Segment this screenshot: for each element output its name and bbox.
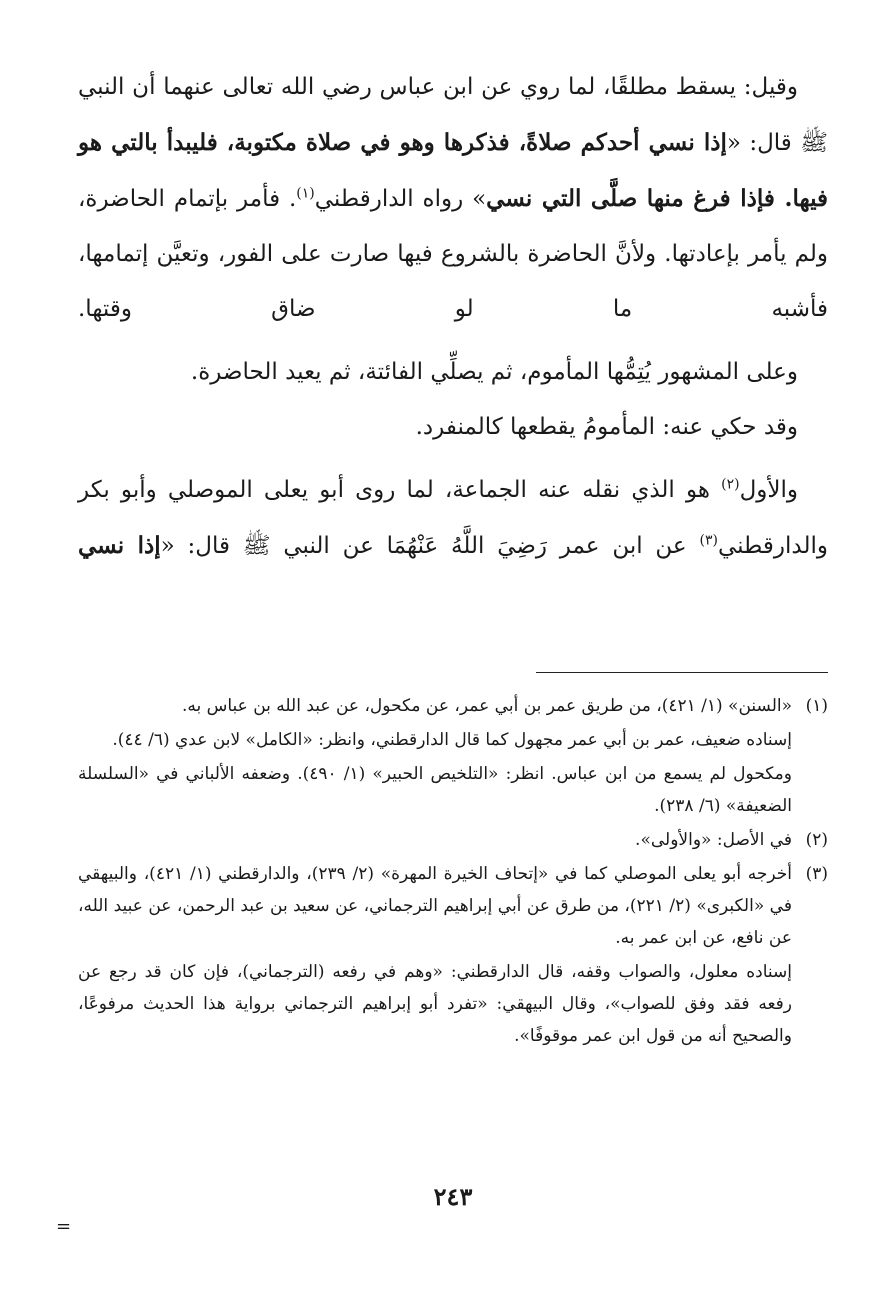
footnote-3: [78, 858, 828, 1054]
footnote-2: [78, 824, 828, 858]
footnote-para: إسناده معلول، والصواب وقفه، قال الدارقطني: «وهم في رفعه (الترجماني)، فإن كان قد رجع عن رفعه فقد وفق للصواب»، وقال البيهقي: «تفرد أبو إبراهيم الترجماني برواية هذا الحديث مرفوعًا، والصحيح أنه من قول ابن عمر موقوفًا».: [78, 962, 792, 1046]
p3-text: وقد حكي عنه: المأمومُ يقطعها كالمنفرد.: [415, 414, 798, 440]
paragraph-3: [78, 400, 828, 455]
footnote-para: أخرجه أبو يعلى الموصلي كما في «إتحاف الخيرة المهرة» (٢/ ٢٣٩)، والدارقطني (١/ ٤٢١)، والبيهقي في «الكبرى» (٢/ ٢٢١)، من طرق عن أبي إبراهيم الترجماني، عن سعيد بن عبد الرحمن، عن عبيد الله، عن نافع، عن ابن عمر به.: [78, 864, 792, 948]
footnote-para: «السنن» (١/ ٤٢١)، من طريق عمر بن أبي عمر، عن مكحول، عن عبد الله بن عباس به.: [181, 696, 792, 716]
paragraph-4: [78, 463, 828, 574]
footnote-1: [78, 690, 828, 824]
p1-after: » رواه الدارقطني: [314, 186, 487, 212]
p1-tail: . فأمر بإتمام الحاضرة، ولم يأمر بإعادتها. ولأنَّ الحاضرة بالشروع فيها صارت على الفور، وتعيَّن إتمامها، فأشبه ما لو ضاق وقتها.: [78, 186, 828, 322]
hadith-text: إذا نسي أحدكم صلاةً، فذكرها وهو في صلاة مكتوبة، فليبدأ بالتي هو فيها. فإذا فرغ منها صلَّى التي نسي: [78, 129, 829, 212]
footnote-ref-2[interactable]: (٢): [721, 476, 740, 493]
footnote-ref-3[interactable]: (٣): [699, 532, 718, 549]
footnote-para: ومكحول لم يسمع من ابن عباس. انظر: «التلخيص الحبير» (١/ ٤٩٠). وضعفه الألباني في «السلسلة الضعيفة» (٦/ ٢٣٨).: [78, 764, 792, 816]
page-number: ٢٤٣: [433, 1182, 473, 1211]
footnote-para: إسناده ضعيف، عمر بن أبي عمر مجهول كما قال الدارقطني، وانظر: «الكامل» لابن عدي (٦/ ٤٤).: [112, 730, 792, 750]
p1-lead: وقيل: يسقط مطلقًا، لما روي عن ابن عباس رضي الله تعالى عنهما أن النبي ﷺ قال: «: [78, 74, 828, 156]
footnote-ref-1[interactable]: (١): [296, 185, 315, 202]
footnote-number: (٢): [805, 830, 828, 850]
page: [56, 60, 829, 1237]
main-text: [78, 60, 828, 574]
p4-lead: والأول: [739, 477, 798, 503]
footnote-number: (١): [805, 696, 828, 716]
footnote-para: في الأصل: «والأولى».: [635, 830, 792, 850]
footnote-divider: [536, 672, 828, 673]
p2-text: وعلى المشهور يُتِمُّها المأموم، ثم يصلِّي الفائتة، ثم يعيد الحاضرة.: [190, 359, 798, 385]
footnote-body: [78, 824, 792, 858]
p4-mid: هو الذي نقله عنه الجماعة، لما روى أبو يعلى الموصلي وأبو بكر والدارقطني: [78, 477, 828, 559]
hadith-text-2: إذا نسي: [78, 532, 161, 559]
footnote-body: [78, 690, 792, 824]
continuation-mark: =: [56, 1216, 72, 1237]
paragraph-2: [78, 345, 828, 400]
footnote-number: (٣): [805, 864, 828, 884]
paragraph-1: [78, 60, 828, 337]
footnote-body: [78, 858, 792, 1054]
p4-tail: عن ابن عمر رَضِيَ اللَّهُ عَنْهُمَا عن النبي ﷺ قال: «: [160, 533, 700, 559]
